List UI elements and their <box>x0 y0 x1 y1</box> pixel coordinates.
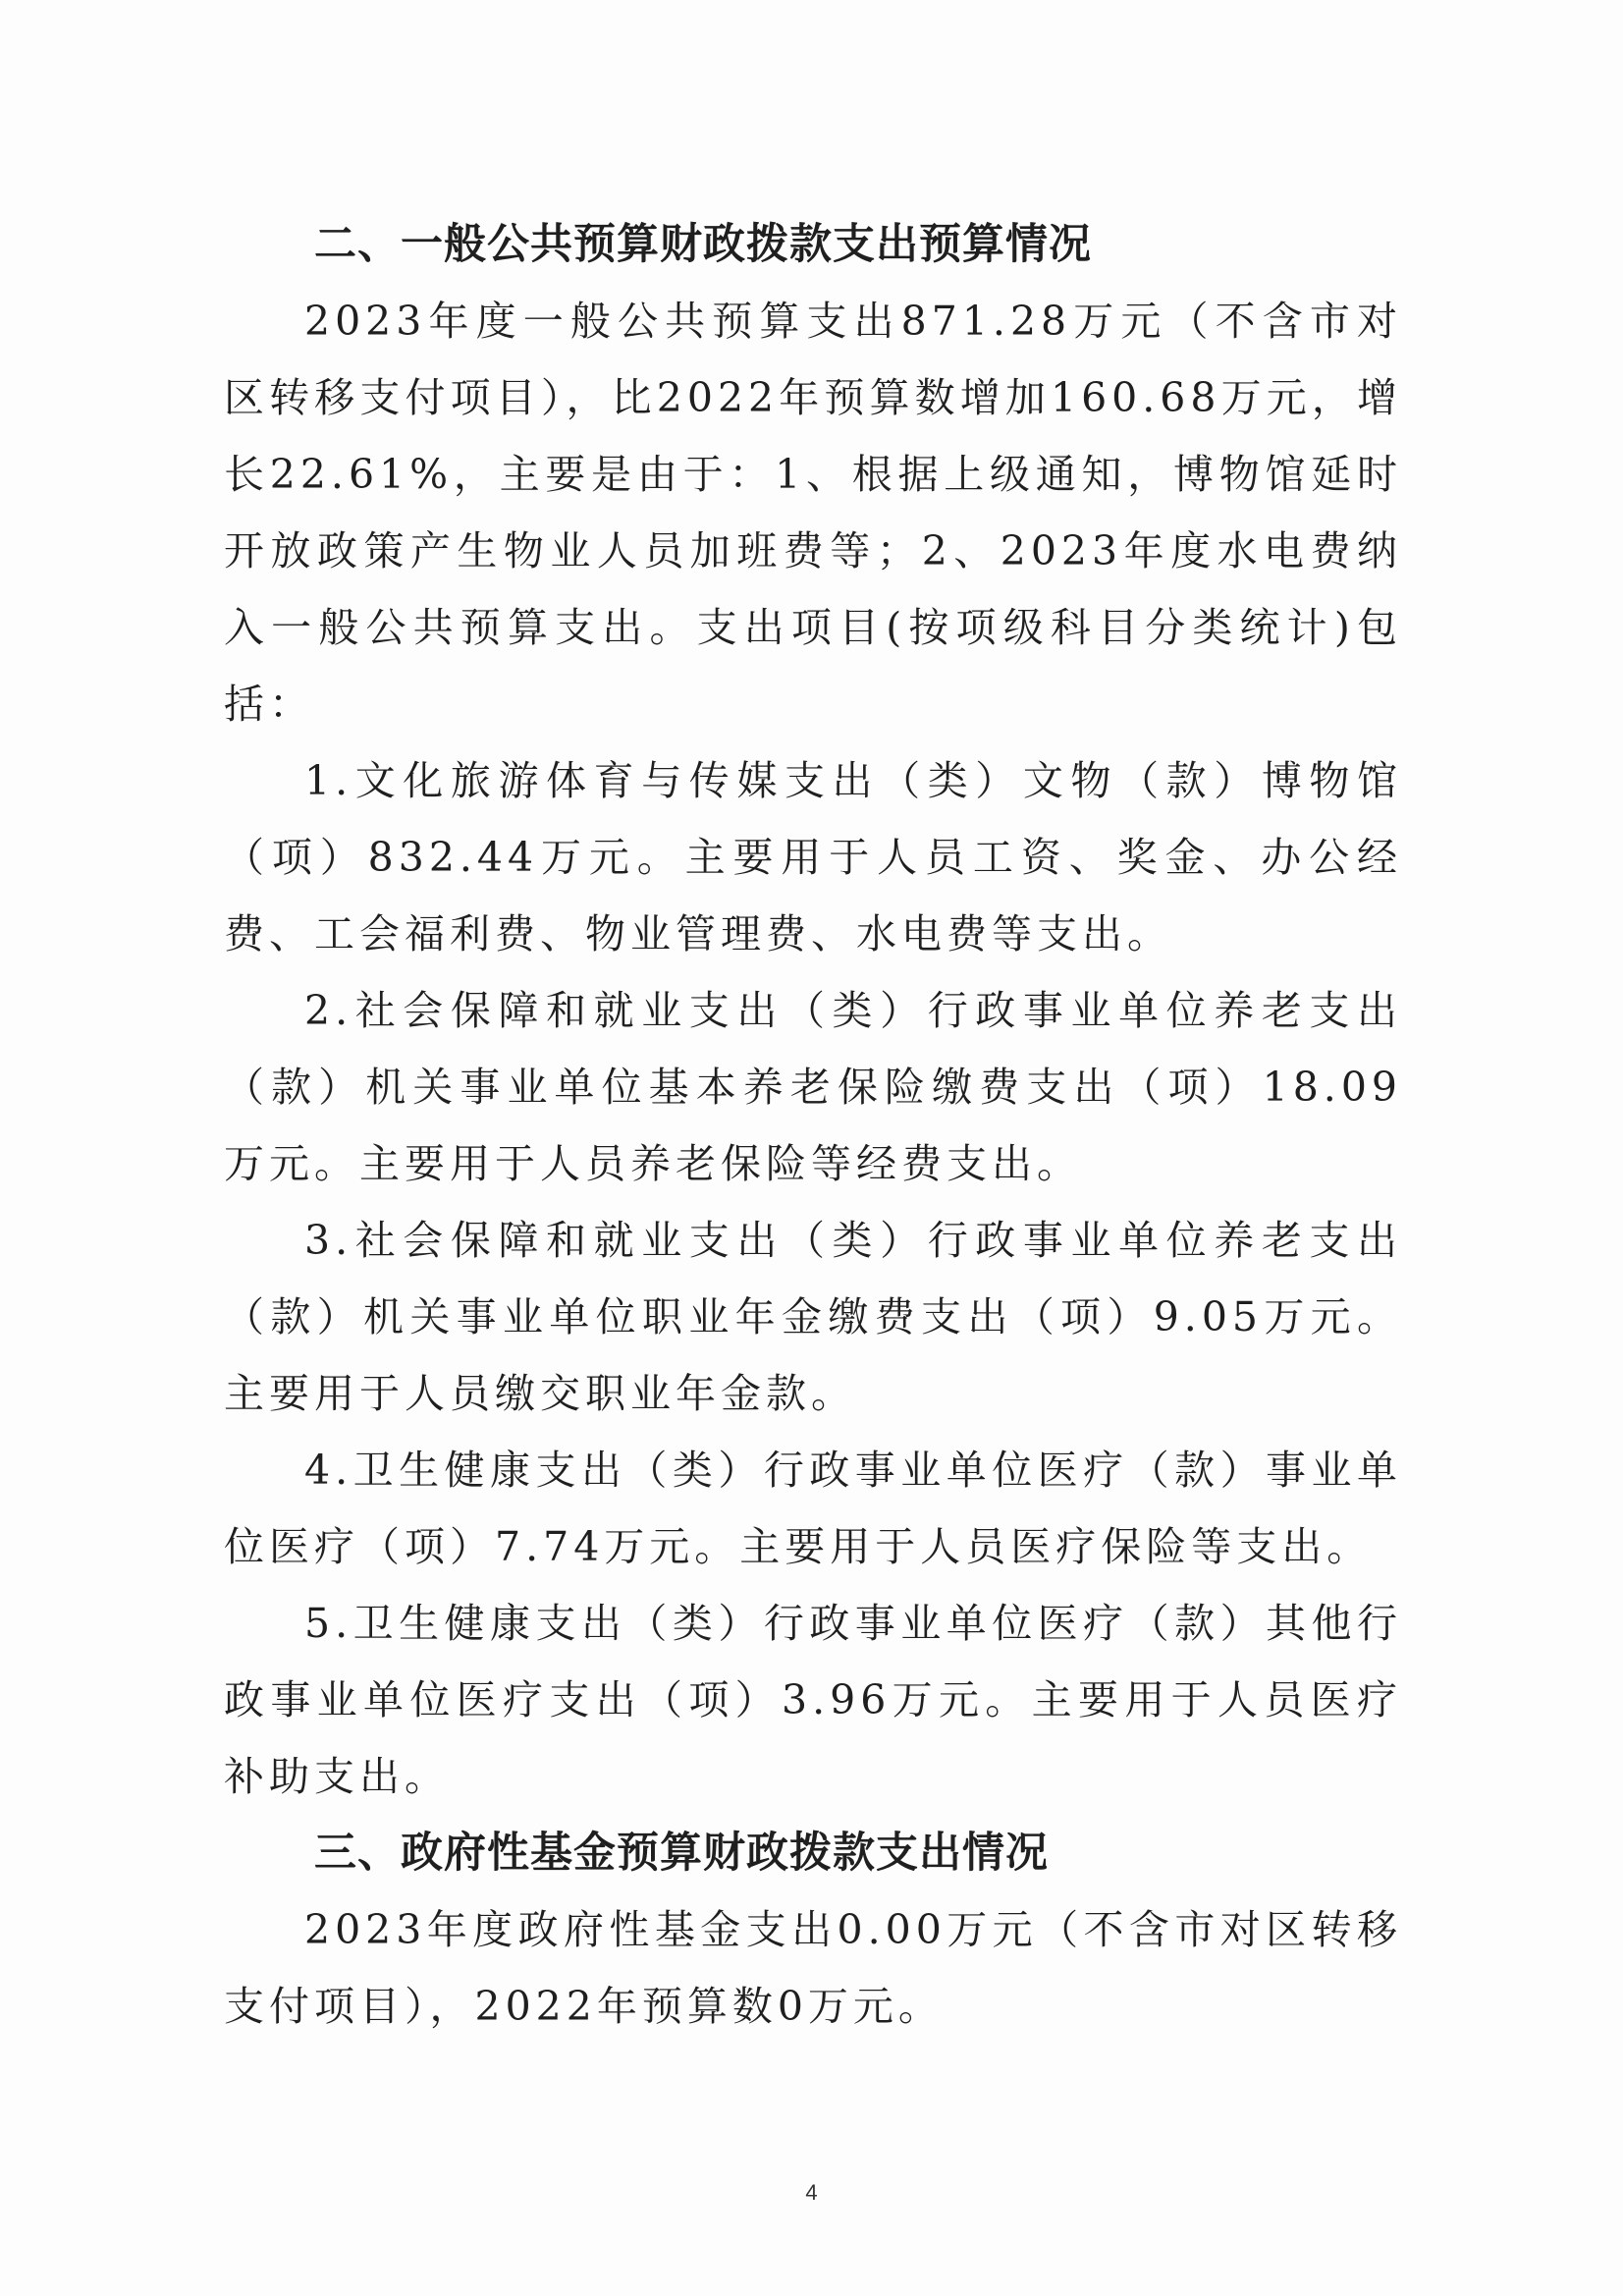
expenditure-item-1: 1.文化旅游体育与传媒支出（类）文物（款）博物馆（项）832.44万元。主要用于人员工资、奖金、办公经费、工会福利费、物业管理费、水电费等支出。 <box>224 757 1402 957</box>
section-3-body: 2023年度政府性基金支出0.00万元（不含市对区转移支付项目），2022年预算数0万元。 <box>224 1906 1402 2030</box>
page-number: 4 <box>805 2180 818 2205</box>
expenditure-item-4: 4.卫生健康支出（类）行政事业单位医疗（款）事业单位医疗（项）7.74万元。主要用于人员医疗保险等支出。 <box>224 1447 1402 1570</box>
section-3-heading: 三、政府性基金预算财政拨款支出情况 <box>314 1829 1049 1878</box>
document-content <box>224 206 1402 2045</box>
expenditure-item-5: 5.卫生健康支出（类）行政事业单位医疗（款）其他行政事业单位医疗支出（项）3.96万元。主要用于人员医疗补助支出。 <box>224 1600 1402 1800</box>
expenditure-item-2: 2.社会保障和就业支出（类）行政事业单位养老支出（款）机关事业单位基本养老保险缴费支出（项）18.09万元。主要用于人员养老保险等经费支出。 <box>224 987 1402 1187</box>
expenditure-item-3: 3.社会保障和就业支出（类）行政事业单位养老支出（款）机关事业单位职业年金缴费支出（项）9.05万元。主要用于人员缴交职业年金款。 <box>224 1217 1402 1417</box>
section-2-intro: 2023年度一般公共预算支出871.28万元（不含市对区转移支付项目），比2022年预算数增加160.68万元，增长22.61%，主要是由于：1、根据上级通知，博物馆延时开放政策产生物业人员加班费等；2、2023年度水电费纳入一般公共预算支出。支出项目(按项级科目分类统计)包括： <box>224 298 1402 728</box>
section-2-heading: 二、一般公共预算财政拨款支出预算情况 <box>314 220 1092 269</box>
